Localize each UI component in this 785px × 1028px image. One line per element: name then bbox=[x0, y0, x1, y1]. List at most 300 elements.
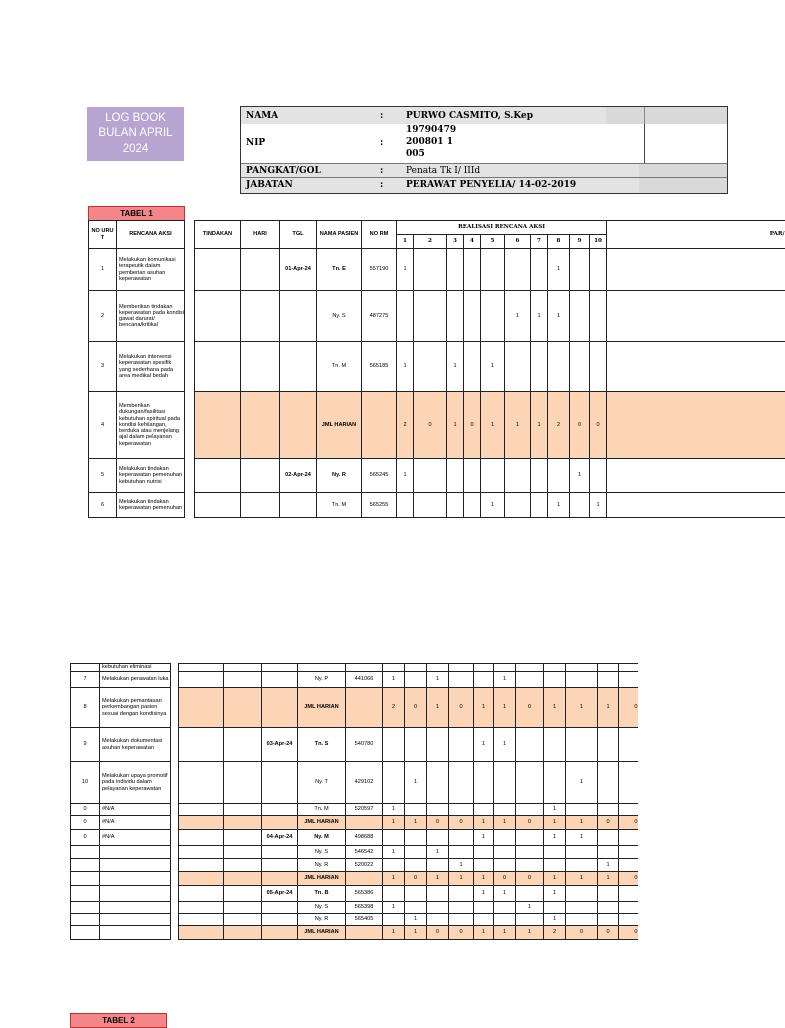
realisasi-cell bbox=[544, 672, 566, 688]
rencana-aksi-text bbox=[100, 914, 171, 926]
header-col-3: 3 bbox=[447, 235, 464, 249]
row-number: 0 bbox=[71, 804, 100, 816]
realisasi-cell: 1 bbox=[427, 872, 449, 886]
row-number: 0 bbox=[71, 816, 100, 830]
paraf-cell: 0 bbox=[619, 872, 638, 886]
realisasi-cell: 1 bbox=[531, 392, 548, 459]
tgl-cell bbox=[262, 902, 298, 914]
realisasi-cell bbox=[474, 804, 494, 816]
nama-pasien-cell: Tn. E bbox=[317, 249, 362, 291]
table-row bbox=[71, 872, 783, 886]
realisasi-cell bbox=[449, 672, 474, 688]
tgl-cell bbox=[262, 762, 298, 804]
tindakan-cell bbox=[179, 926, 224, 940]
realisasi-cell bbox=[566, 672, 598, 688]
row-number: 9 bbox=[71, 728, 100, 762]
paraf-cell bbox=[619, 672, 638, 688]
realisasi-table-page-2 bbox=[70, 663, 783, 940]
hari-cell bbox=[224, 859, 262, 872]
no-rm-cell: 565255 bbox=[362, 493, 397, 518]
realisasi-cell bbox=[464, 342, 481, 392]
realisasi-cell bbox=[494, 762, 516, 804]
row-number: 7 bbox=[71, 672, 100, 688]
tgl-cell bbox=[262, 688, 298, 728]
realisasi-cell bbox=[449, 902, 474, 914]
hari-cell bbox=[224, 816, 262, 830]
realisasi-cell bbox=[531, 342, 548, 392]
realisasi-cell: 1 bbox=[427, 688, 449, 728]
tgl-cell: 04-Apr-24 bbox=[262, 830, 298, 846]
row-number bbox=[71, 664, 100, 672]
realisasi-cell bbox=[474, 914, 494, 926]
realisasi-cell: 2 bbox=[548, 392, 570, 459]
hari-cell bbox=[224, 728, 262, 762]
realisasi-cell bbox=[464, 291, 481, 342]
no-rm-cell: 565185 bbox=[362, 342, 397, 392]
tgl-cell bbox=[280, 342, 317, 392]
realisasi-cell: 1 bbox=[427, 846, 449, 859]
realisasi-cell: 1 bbox=[397, 249, 414, 291]
tindakan-cell bbox=[179, 728, 224, 762]
realisasi-cell: 0 bbox=[590, 392, 607, 459]
spacer-cell bbox=[171, 846, 179, 859]
header-col-7: 7 bbox=[531, 235, 548, 249]
tindakan-cell bbox=[179, 902, 224, 914]
realisasi-cell: 1 bbox=[383, 672, 405, 688]
realisasi-cell bbox=[505, 459, 531, 493]
row-number: 1 bbox=[89, 249, 117, 291]
paraf-cell: 0 bbox=[619, 926, 638, 940]
rencana-row bbox=[89, 459, 185, 493]
tgl-cell bbox=[262, 859, 298, 872]
realisasi-cell bbox=[531, 493, 548, 518]
realisasi-cell bbox=[494, 664, 516, 672]
spacer-cell bbox=[171, 816, 179, 830]
header-col-5: 5 bbox=[481, 235, 505, 249]
table-row bbox=[71, 846, 783, 859]
header-no-rm: NO RM bbox=[362, 221, 397, 249]
rencana-aksi-text: #N/A bbox=[100, 830, 171, 846]
paraf-cell bbox=[607, 459, 785, 493]
header-tgl: TGL bbox=[280, 221, 317, 249]
realisasi-cell bbox=[449, 914, 474, 926]
no-rm-cell: 565398 bbox=[346, 902, 383, 914]
paraf-cell bbox=[619, 846, 638, 859]
rencana-row bbox=[89, 493, 185, 518]
rencana-aksi-text: #N/A bbox=[100, 816, 171, 830]
tgl-cell: 03-Apr-24 bbox=[262, 728, 298, 762]
paraf-cell bbox=[607, 342, 785, 392]
tindakan-cell bbox=[179, 804, 224, 816]
tindakan-cell bbox=[195, 291, 241, 342]
realisasi-cell bbox=[427, 886, 449, 902]
row-number bbox=[71, 926, 100, 940]
tindakan-cell bbox=[195, 342, 241, 392]
no-rm-cell: 565386 bbox=[346, 886, 383, 902]
spacer-cell bbox=[171, 664, 179, 672]
paraf-cell bbox=[607, 493, 785, 518]
paraf-cell bbox=[619, 859, 638, 872]
hari-cell bbox=[224, 846, 262, 859]
tgl-cell bbox=[262, 872, 298, 886]
realisasi-cell: 1 bbox=[474, 886, 494, 902]
spacer-cell bbox=[171, 886, 179, 902]
row-number bbox=[71, 902, 100, 914]
realisasi-cell bbox=[590, 459, 607, 493]
realisasi-cell: 1 bbox=[481, 392, 505, 459]
no-rm-cell bbox=[346, 688, 383, 728]
realisasi-cell bbox=[449, 664, 474, 672]
realisasi-cell bbox=[566, 728, 598, 762]
paraf-cell bbox=[607, 392, 785, 459]
realisasi-cell bbox=[516, 672, 544, 688]
realisasi-cell bbox=[598, 902, 619, 914]
realisasi-cell: 1 bbox=[494, 816, 516, 830]
tgl-cell bbox=[280, 392, 317, 459]
realisasi-cell bbox=[544, 846, 566, 859]
pangkat-colon: : bbox=[380, 166, 384, 176]
realisasi-cell: 1 bbox=[531, 291, 548, 342]
realisasi-cell: 1 bbox=[474, 688, 494, 728]
rencana-aksi-text: Melakukan dokumentasi asuhan keperawatan bbox=[100, 728, 171, 762]
realisasi-cell bbox=[516, 830, 544, 846]
realisasi-cell bbox=[598, 830, 619, 846]
realisasi-cell: 0 bbox=[516, 816, 544, 830]
nip-value-3: 005 bbox=[406, 149, 425, 159]
realisasi-cell: 1 bbox=[397, 342, 414, 392]
nama-pasien-cell: JML HARIAN bbox=[298, 872, 346, 886]
realisasi-cell: 1 bbox=[494, 672, 516, 688]
table-row bbox=[71, 859, 783, 872]
realisasi-cell: 1 bbox=[544, 886, 566, 902]
hari-cell bbox=[224, 830, 262, 846]
paraf-cell bbox=[619, 902, 638, 914]
nip-value-2: 200801 1 bbox=[406, 137, 453, 147]
realisasi-cell bbox=[494, 859, 516, 872]
realisasi-cell: 0 bbox=[449, 926, 474, 940]
realisasi-cell bbox=[481, 459, 505, 493]
nama-pasien-cell: JML HARIAN bbox=[298, 926, 346, 940]
hari-cell bbox=[224, 804, 262, 816]
realisasi-cell bbox=[516, 846, 544, 859]
realisasi-cell bbox=[427, 728, 449, 762]
row-number: 8 bbox=[71, 688, 100, 728]
realisasi-cell bbox=[548, 342, 570, 392]
realisasi-cell: 1 bbox=[383, 926, 405, 940]
realisasi-cell: 0 bbox=[405, 872, 427, 886]
realisasi-cell: 1 bbox=[474, 872, 494, 886]
rencana-aksi-text: Melakukan intervensi keperawatan spesifik yang sederhana pada area medikal bedah bbox=[117, 342, 185, 392]
hari-cell bbox=[224, 914, 262, 926]
tindakan-cell bbox=[195, 249, 241, 291]
table-row bbox=[195, 493, 785, 518]
nip-colon: : bbox=[380, 138, 384, 148]
realisasi-cell bbox=[598, 804, 619, 816]
realisasi-cell bbox=[414, 291, 447, 342]
row-number: 0 bbox=[71, 830, 100, 846]
table-row bbox=[71, 886, 783, 902]
logbook-line-1: LOG BOOK bbox=[105, 111, 166, 124]
spacer-cell bbox=[171, 926, 179, 940]
rencana-aksi-text: Melakukan tindakan keperawatan pemenuhan kebutuhan nutrisi bbox=[117, 459, 185, 493]
realisasi-cell bbox=[570, 342, 590, 392]
realisasi-cell bbox=[414, 459, 447, 493]
spacer-cell bbox=[171, 762, 179, 804]
realisasi-cell bbox=[570, 249, 590, 291]
realisasi-cell: 1 bbox=[505, 392, 531, 459]
paraf-cell bbox=[607, 249, 785, 291]
realisasi-cell bbox=[590, 249, 607, 291]
realisasi-cell: 1 bbox=[481, 342, 505, 392]
nama-pasien-cell: Ny. S bbox=[317, 291, 362, 342]
realisasi-cell bbox=[397, 291, 414, 342]
paraf-cell bbox=[619, 886, 638, 902]
realisasi-cell bbox=[405, 846, 427, 859]
realisasi-cell: 1 bbox=[566, 872, 598, 886]
nip-value-1: 19790479 bbox=[406, 125, 457, 135]
table-row bbox=[71, 830, 783, 846]
table-row bbox=[195, 459, 785, 493]
realisasi-cell: 2 bbox=[544, 926, 566, 940]
no-rm-cell bbox=[362, 392, 397, 459]
row-number: 2 bbox=[89, 291, 117, 342]
rencana-aksi-text: Melakukan komunikasi terapeutik dalam pemberian asuhan keperawatan bbox=[117, 249, 185, 291]
tindakan-cell bbox=[179, 886, 224, 902]
realisasi-cell: 1 bbox=[405, 926, 427, 940]
tindakan-cell bbox=[179, 672, 224, 688]
header-col-6: 6 bbox=[505, 235, 531, 249]
realisasi-cell: 1 bbox=[544, 816, 566, 830]
tgl-cell bbox=[262, 926, 298, 940]
hari-cell bbox=[241, 249, 280, 291]
tindakan-cell bbox=[195, 493, 241, 518]
realisasi-cell: 0 bbox=[464, 392, 481, 459]
realisasi-cell bbox=[516, 762, 544, 804]
realisasi-cell bbox=[383, 762, 405, 804]
realisasi-cell bbox=[598, 672, 619, 688]
realisasi-cell bbox=[548, 459, 570, 493]
realisasi-cell bbox=[481, 249, 505, 291]
header-col-2: 2 bbox=[414, 235, 447, 249]
realisasi-cell bbox=[405, 830, 427, 846]
realisasi-cell: 1 bbox=[566, 830, 598, 846]
no-rm-cell bbox=[346, 816, 383, 830]
realisasi-cell bbox=[405, 672, 427, 688]
tgl-cell bbox=[280, 291, 317, 342]
tindakan-cell bbox=[179, 830, 224, 846]
rencana-aksi-text bbox=[100, 886, 171, 902]
realisasi-cell: 1 bbox=[383, 804, 405, 816]
realisasi-cell: 1 bbox=[481, 493, 505, 518]
nama-pasien-cell: Tn. M bbox=[298, 804, 346, 816]
header-col-8: 8 bbox=[548, 235, 570, 249]
spacer-cell bbox=[171, 830, 179, 846]
header-col-4: 4 bbox=[464, 235, 481, 249]
realisasi-cell bbox=[383, 914, 405, 926]
nama-label: NAMA bbox=[246, 111, 279, 121]
realisasi-cell: 1 bbox=[494, 886, 516, 902]
realisasi-cell bbox=[494, 902, 516, 914]
realisasi-cell: 1 bbox=[548, 493, 570, 518]
realisasi-cell: 1 bbox=[570, 459, 590, 493]
identity-block bbox=[240, 106, 728, 194]
realisasi-cell bbox=[494, 830, 516, 846]
tgl-cell bbox=[280, 493, 317, 518]
realisasi-cell: 1 bbox=[544, 830, 566, 846]
realisasi-cell: 1 bbox=[449, 859, 474, 872]
hari-cell bbox=[224, 688, 262, 728]
no-rm-cell: 520597 bbox=[346, 804, 383, 816]
nama-pasien-cell: Tn. S bbox=[298, 728, 346, 762]
rencana-row bbox=[89, 249, 185, 291]
no-rm-cell bbox=[346, 926, 383, 940]
rencana-row bbox=[89, 291, 185, 342]
nama-pasien-cell: Ny. P bbox=[298, 672, 346, 688]
realisasi-cell bbox=[494, 846, 516, 859]
paraf-cell bbox=[619, 830, 638, 846]
nama-pasien-cell: Ny. S bbox=[298, 902, 346, 914]
realisasi-cell bbox=[474, 859, 494, 872]
realisasi-cell: 1 bbox=[447, 392, 464, 459]
realisasi-cell bbox=[414, 249, 447, 291]
realisasi-cell: 2 bbox=[397, 392, 414, 459]
realisasi-cell bbox=[505, 342, 531, 392]
header-col-10: 10 bbox=[590, 235, 607, 249]
paraf-cell: 0 bbox=[619, 816, 638, 830]
paraf-cell bbox=[607, 291, 785, 342]
realisasi-cell bbox=[383, 664, 405, 672]
row-number bbox=[71, 859, 100, 872]
realisasi-cell bbox=[414, 493, 447, 518]
rencana-row bbox=[89, 392, 185, 459]
table-row bbox=[71, 816, 783, 830]
realisasi-cell bbox=[383, 728, 405, 762]
realisasi-cell bbox=[566, 846, 598, 859]
tindakan-cell bbox=[179, 846, 224, 859]
header-rencana-aksi: RENCANA AKSI bbox=[117, 221, 185, 249]
realisasi-cell: 0 bbox=[449, 688, 474, 728]
realisasi-cell bbox=[531, 459, 548, 493]
table-row bbox=[71, 926, 783, 940]
header-col-9: 9 bbox=[570, 235, 590, 249]
logbook-title-box bbox=[87, 107, 184, 161]
realisasi-cell bbox=[598, 728, 619, 762]
hari-cell bbox=[224, 762, 262, 804]
no-rm-cell: 429102 bbox=[346, 762, 383, 804]
realisasi-cell: 1 bbox=[427, 672, 449, 688]
realisasi-cell bbox=[427, 914, 449, 926]
tgl-cell bbox=[262, 804, 298, 816]
rencana-aksi-text bbox=[100, 846, 171, 859]
realisasi-cell: 1 bbox=[474, 830, 494, 846]
realisasi-cell: 0 bbox=[449, 816, 474, 830]
realisasi-cell bbox=[427, 859, 449, 872]
tindakan-cell bbox=[179, 762, 224, 804]
no-rm-cell: 565245 bbox=[362, 459, 397, 493]
jabatan-label: JABATAN bbox=[246, 180, 293, 190]
hari-cell bbox=[241, 342, 280, 392]
header-col-1: 1 bbox=[397, 235, 414, 249]
no-rm-cell: 441066 bbox=[346, 672, 383, 688]
realisasi-cell bbox=[598, 914, 619, 926]
realisasi-cell bbox=[405, 859, 427, 872]
spacer-cell bbox=[171, 872, 179, 886]
realisasi-cell bbox=[405, 804, 427, 816]
tindakan-cell bbox=[179, 872, 224, 886]
realisasi-cell bbox=[598, 886, 619, 902]
realisasi-cell bbox=[449, 886, 474, 902]
no-rm-cell: 565405 bbox=[346, 914, 383, 926]
realisasi-cell bbox=[447, 493, 464, 518]
rencana-aksi-table bbox=[88, 220, 185, 518]
rencana-aksi-text: Melakukan tindakan keperawatan pemenuhan bbox=[117, 493, 185, 518]
logbook-line-2: BULAN APRIL bbox=[98, 127, 173, 140]
realisasi-cell: 1 bbox=[383, 846, 405, 859]
realisasi-cell: 1 bbox=[598, 688, 619, 728]
rencana-aksi-text: Melakukan pemantauan perkembangan pasien sesuai dengan kondisinya bbox=[100, 688, 171, 728]
realisasi-table bbox=[194, 220, 785, 518]
realisasi-cell bbox=[544, 902, 566, 914]
hari-cell bbox=[224, 926, 262, 940]
tindakan-cell bbox=[195, 459, 241, 493]
realisasi-cell: 1 bbox=[494, 926, 516, 940]
realisasi-cell bbox=[531, 249, 548, 291]
realisasi-cell bbox=[544, 664, 566, 672]
tindakan-cell bbox=[195, 392, 241, 459]
realisasi-cell: 1 bbox=[516, 926, 544, 940]
header-nama-pasien: NAMA PASIEN bbox=[317, 221, 362, 249]
row-number bbox=[71, 914, 100, 926]
nama-pasien-cell bbox=[298, 664, 346, 672]
realisasi-cell: 1 bbox=[544, 804, 566, 816]
realisasi-cell bbox=[474, 672, 494, 688]
realisasi-cell bbox=[427, 762, 449, 804]
nama-colon: : bbox=[380, 111, 384, 121]
realisasi-cell bbox=[449, 728, 474, 762]
realisasi-cell: 1 bbox=[548, 249, 570, 291]
paraf-cell bbox=[619, 664, 638, 672]
realisasi-cell bbox=[494, 804, 516, 816]
tindakan-cell bbox=[179, 816, 224, 830]
header-para: PAR/ bbox=[607, 221, 785, 249]
nama-pasien-cell: JML HARIAN bbox=[298, 688, 346, 728]
no-rm-cell: 487275 bbox=[362, 291, 397, 342]
nama-pasien-cell: Tn. M bbox=[317, 342, 362, 392]
realisasi-cell bbox=[544, 728, 566, 762]
no-rm-cell: 557190 bbox=[362, 249, 397, 291]
pangkat-label: PANGKAT/GOL bbox=[246, 166, 321, 176]
table-row bbox=[71, 914, 783, 926]
no-rm-cell: 520022 bbox=[346, 859, 383, 872]
realisasi-cell bbox=[570, 291, 590, 342]
table-row bbox=[195, 342, 785, 392]
spacer-cell bbox=[171, 859, 179, 872]
realisasi-cell bbox=[449, 804, 474, 816]
realisasi-cell bbox=[598, 664, 619, 672]
realisasi-cell bbox=[427, 902, 449, 914]
realisasi-cell bbox=[405, 728, 427, 762]
hari-cell bbox=[224, 872, 262, 886]
no-rm-cell: 540780 bbox=[346, 728, 383, 762]
realisasi-cell bbox=[427, 664, 449, 672]
hari-cell bbox=[241, 291, 280, 342]
rencana-aksi-text: Memberikan dukungan/fasilitasi kebutuhan spiritual pada kondisi kehilangan, berduka atau menjelang ajal dalam pelayanan keperawatan bbox=[117, 392, 185, 459]
jabatan-value: PERAWAT PENYELIA/ 14-02-2019 bbox=[406, 180, 577, 190]
spacer-cell bbox=[171, 804, 179, 816]
tindakan-cell bbox=[179, 859, 224, 872]
realisasi-cell bbox=[598, 762, 619, 804]
realisasi-cell bbox=[505, 249, 531, 291]
